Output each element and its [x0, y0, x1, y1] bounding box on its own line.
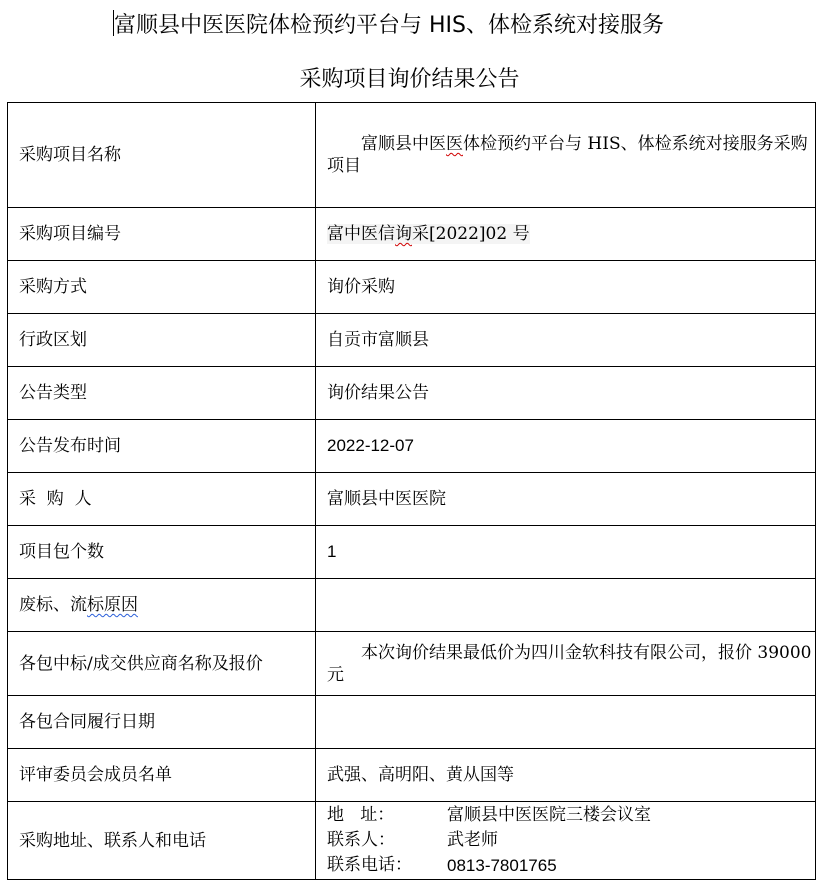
row-label: 采购地址、联系人和电话: [8, 802, 316, 880]
contract-date-value: [316, 696, 816, 749]
contact-value: [316, 802, 816, 880]
row-label: 采购项目名称: [8, 103, 316, 208]
method-value: 询价采购: [316, 261, 816, 314]
contact-person-line: 联系人： 武老师: [327, 830, 498, 850]
text-cursor: [113, 10, 114, 36]
notice-table: [7, 102, 816, 880]
table-row: [8, 367, 816, 420]
table-row: [8, 314, 816, 367]
row-label: 各包中标/成交供应商名称及报价: [8, 632, 316, 696]
row-label: 公告类型: [8, 367, 316, 420]
table-row: [8, 802, 816, 880]
notice-type-value: 询价结果公告: [316, 367, 816, 420]
notice-title-line2: 采购项目询价结果公告: [299, 67, 520, 92]
package-count-value: 1: [316, 526, 816, 579]
table-row: [8, 579, 816, 632]
table-row: [8, 696, 816, 749]
committee-value: 武强、高明阳、黄从国等: [316, 749, 816, 802]
publish-time-value: 2022-12-07: [316, 420, 816, 473]
table-row: [8, 420, 816, 473]
table-row: [8, 261, 816, 314]
row-label: 行政区划: [8, 314, 316, 367]
notice-title-line1: 富顺县中医医院体检预约平台与 HIS、体检系统对接服务: [114, 13, 664, 38]
abandon-reason-value: [316, 579, 816, 632]
row-label: 采 购 人: [8, 473, 316, 526]
row-label: 项目包个数: [8, 526, 316, 579]
row-label: 采购项目编号: [8, 208, 316, 261]
abandon-reason-label: 废标、流标原因: [8, 579, 316, 632]
winner-value: 本次询价结果最低价为四川金软科技有限公司，报价 39000 元: [316, 632, 816, 696]
row-label: 评审委员会成员名单: [8, 749, 316, 802]
table-row: [8, 749, 816, 802]
table-row: [8, 473, 816, 526]
region-value: 自贡市富顺县: [316, 314, 816, 367]
address-line: 地 址： 富顺县中医医院三楼会议室: [327, 805, 651, 825]
purchaser-value: 富顺县中医医院: [316, 473, 816, 526]
row-label: 公告发布时间: [8, 420, 316, 473]
table-row: [8, 208, 816, 261]
project-name-value: 富顺县中医医体检预约平台与 HIS、体检系统对接服务采购项目: [316, 103, 816, 208]
project-no-value: 富中医信询采[2022]02 号: [316, 208, 816, 261]
table-row: [8, 632, 816, 696]
phone-line: 联系电话： 0813-7801765: [327, 855, 557, 875]
table-row: [8, 526, 816, 579]
row-label: 采购方式: [8, 261, 316, 314]
row-label: 各包合同履行日期: [8, 696, 316, 749]
table-row: [8, 103, 816, 208]
